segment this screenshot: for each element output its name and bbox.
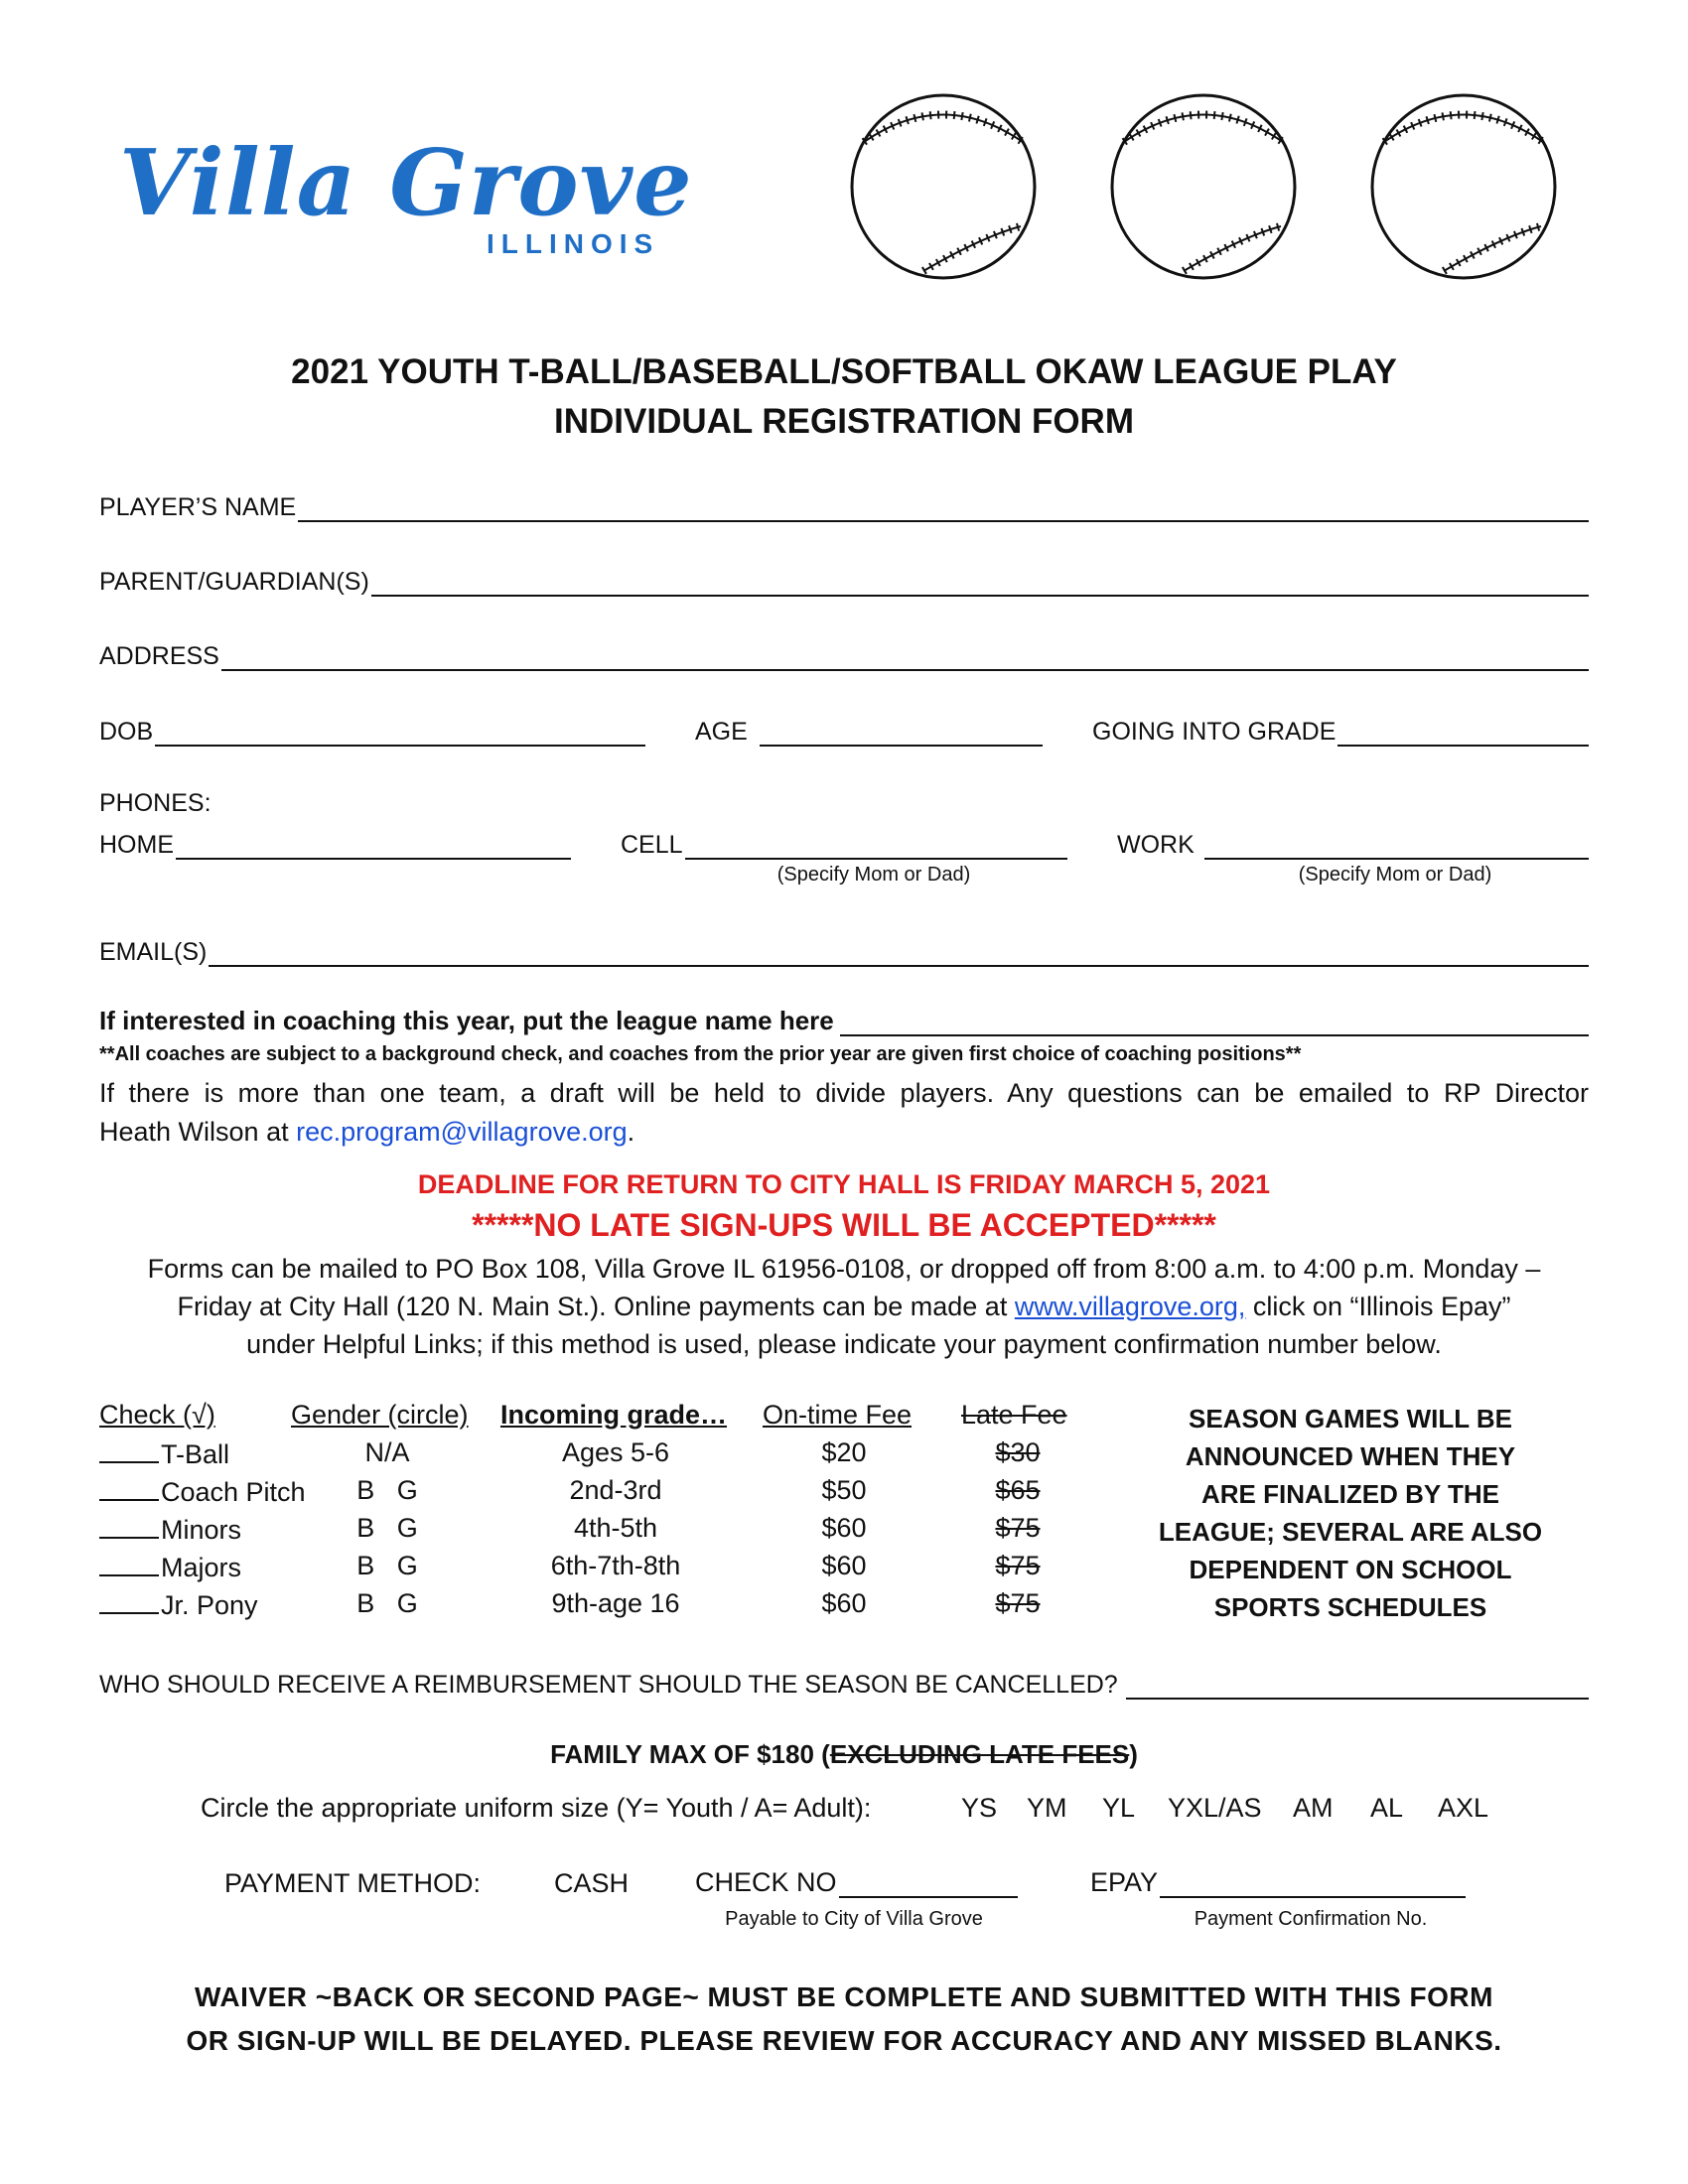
season-note-line: DEPENDENT ON SCHOOL <box>1189 1555 1512 1584</box>
check-blank[interactable] <box>99 1551 159 1576</box>
row-grade: 2nd-3rd <box>569 1475 662 1505</box>
row-check[interactable] <box>99 1551 241 1583</box>
mailing-line-2-post: click on “Illinois Epay” <box>1245 1292 1511 1321</box>
row-late-fee: $65 <box>995 1475 1041 1505</box>
row-grade: 4th-5th <box>573 1513 658 1543</box>
coaching-field[interactable] <box>99 1001 1589 1036</box>
phones-label: PHONES: <box>99 789 211 817</box>
row-name: Coach Pitch <box>161 1477 306 1507</box>
payment-cash[interactable]: CASH <box>554 1868 630 1898</box>
check-number-field[interactable] <box>695 1862 1018 1898</box>
draft-line-2-post: . <box>627 1117 635 1147</box>
payment-label: PAYMENT METHOD: <box>224 1868 482 1898</box>
title-line-2: INDIVIDUAL REGISTRATION FORM <box>554 402 1134 441</box>
logo-script: Villa Grove <box>119 129 693 236</box>
header-late-fee: Late Fee <box>961 1400 1067 1430</box>
cell-line[interactable] <box>685 832 1067 860</box>
row-fee: $60 <box>821 1588 867 1618</box>
season-note-line: SPORTS SCHEDULES <box>1213 1592 1487 1622</box>
villagrove-link[interactable]: www.villagrove.org, <box>1014 1292 1246 1321</box>
dob-field[interactable] <box>99 711 645 747</box>
row-fee: $20 <box>821 1437 867 1467</box>
row-late-fee: $75 <box>995 1513 1041 1543</box>
player-name-field[interactable] <box>99 486 1589 522</box>
dob-label: DOB <box>99 718 154 746</box>
work-label: WORK <box>1117 831 1195 859</box>
header-check: Check (√) <box>99 1400 215 1430</box>
header-grade: Incoming grade… <box>500 1400 728 1430</box>
row-grade: 9th-age 16 <box>551 1588 680 1618</box>
row-late-fee: $30 <box>995 1437 1041 1467</box>
uniform-prompt: Circle the appropriate uniform size (Y= Youth / A= Adult): <box>201 1793 872 1823</box>
check-label: CHECK NO <box>695 1867 837 1897</box>
size-ym[interactable]: YM <box>1027 1793 1067 1823</box>
dob-line[interactable] <box>155 719 645 747</box>
deadline-notice: DEADLINE FOR RETURN TO CITY HALL IS FRIDAY MARCH 5, 2021 <box>417 1169 1271 1199</box>
waiver-line-2: OR SIGN-UP WILL BE DELAYED. PLEASE REVIEW FOR ACCURACY AND ANY MISSED BLANKS. <box>186 2025 1502 2056</box>
address-label: ADDRESS <box>99 642 219 670</box>
address-line[interactable] <box>221 643 1589 671</box>
draft-line-2 <box>99 1113 1589 1152</box>
check-payable-note: Payable to City of Villa Grove <box>725 1908 983 1930</box>
baseball-icon <box>1112 95 1295 278</box>
age-field[interactable] <box>695 711 1043 747</box>
reimbursement-field[interactable] <box>99 1664 1589 1700</box>
grade-label: GOING INTO GRADE <box>1092 718 1336 746</box>
logo <box>119 129 693 268</box>
grade-field[interactable] <box>1092 711 1589 747</box>
row-name: Jr. Pony <box>161 1590 258 1620</box>
parent-field[interactable] <box>99 561 1589 597</box>
cell-label: CELL <box>621 831 683 859</box>
mailing-line-2 <box>60 1288 1628 1325</box>
logo-subtitle: ILLINOIS <box>487 228 660 259</box>
row-check[interactable] <box>99 1588 258 1621</box>
row-late-fee: $75 <box>995 1551 1041 1580</box>
epay-confirmation-note: Payment Confirmation No. <box>1194 1908 1428 1930</box>
season-note-line: ANNOUNCED WHEN THEY <box>1185 1441 1516 1471</box>
row-fee: $60 <box>821 1551 867 1580</box>
row-gender[interactable]: B G <box>356 1513 418 1543</box>
row-grade: Ages 5-6 <box>561 1437 670 1467</box>
home-line[interactable] <box>176 832 571 860</box>
email-label: EMAIL(S) <box>99 938 208 966</box>
draft-text <box>99 1074 1589 1152</box>
family-max-post: ) <box>1129 1739 1138 1769</box>
form-title <box>0 347 1688 447</box>
row-grade: 6th-7th-8th <box>550 1551 681 1580</box>
row-name: Minors <box>161 1515 242 1545</box>
row-check[interactable] <box>99 1513 241 1546</box>
epay-line[interactable] <box>1160 1870 1466 1898</box>
parent-line[interactable] <box>371 569 1589 597</box>
coaching-note: **All coaches are subject to a background check, and coaches from the prior year are given first choice of coaching positions** <box>99 1043 1302 1065</box>
mailing-line-2-pre: Friday at City Hall (120 N. Main St.). Online payments can be made at <box>177 1292 1015 1321</box>
season-note-line: SEASON GAMES WILL BE <box>1189 1404 1512 1433</box>
waiver-line-1: WAIVER ~BACK OR SECOND PAGE~ MUST BE COMPLETE AND SUBMITTED WITH THIS FORM <box>195 1981 1493 2012</box>
mailing-info <box>60 1250 1628 1363</box>
check-line[interactable] <box>839 1870 1018 1898</box>
check-blank[interactable] <box>99 1588 159 1614</box>
home-label: HOME <box>99 831 174 859</box>
reimbursement-line[interactable] <box>1126 1672 1589 1700</box>
baseball-icon <box>852 95 1035 278</box>
work-line[interactable] <box>1204 832 1589 860</box>
mailing-line-1: Forms can be mailed to PO Box 108, Villa Grove IL 61956-0108, or dropped off from 8:00 a.m. to 4:00 p.m. Monday – <box>147 1254 1541 1284</box>
mailing-line-3: under Helpful Links; if this method is used, please indicate your payment confirmation number below. <box>246 1329 1442 1359</box>
size-yl[interactable]: YL <box>1102 1793 1136 1823</box>
no-late-notice: *****NO LATE SIGN-UPS WILL BE ACCEPTED***** <box>472 1207 1216 1243</box>
email-field[interactable] <box>99 931 1589 967</box>
player-name-label: PLAYER’S NAME <box>99 493 297 521</box>
size-am[interactable]: AM <box>1293 1793 1334 1823</box>
director-email-link[interactable]: rec.program@villagrove.org <box>296 1117 628 1147</box>
baseball-icon <box>1372 95 1555 278</box>
age-line[interactable] <box>760 719 1043 747</box>
home-phone-field[interactable] <box>99 824 571 860</box>
size-yxl-as[interactable]: YXL/AS <box>1168 1793 1262 1823</box>
header-fee: On-time Fee <box>763 1400 913 1430</box>
epay-field[interactable] <box>1090 1862 1466 1898</box>
row-check[interactable] <box>99 1475 306 1508</box>
epay-label: EPAY <box>1090 1867 1159 1897</box>
coaching-prompt: If interested in coaching this year, put the league name here <box>99 1006 834 1035</box>
row-name: T-Ball <box>161 1439 230 1469</box>
check-blank[interactable] <box>99 1437 159 1463</box>
player-name-line[interactable] <box>298 494 1589 522</box>
row-late-fee: $75 <box>995 1588 1041 1618</box>
season-note-line: LEAGUE; SEVERAL ARE ALSO <box>1158 1517 1543 1547</box>
row-name: Majors <box>161 1553 242 1582</box>
baseball-icons <box>834 89 1569 298</box>
waiver-notice <box>0 1976 1688 2063</box>
work-phone-field[interactable] <box>1117 824 1589 860</box>
family-max-pre: FAMILY MAX OF $180 ( <box>550 1739 830 1769</box>
size-al[interactable]: AL <box>1370 1793 1404 1823</box>
row-fee: $60 <box>821 1513 867 1543</box>
header-gender: Gender (circle) <box>291 1400 469 1430</box>
coaching-line[interactable] <box>840 1009 1589 1036</box>
cell-specify-note: (Specify Mom or Dad) <box>776 864 971 886</box>
reimbursement-label: WHO SHOULD RECEIVE A REIMBURSEMENT SHOULD THE SEASON BE CANCELLED? <box>99 1671 1118 1699</box>
title-line-1: 2021 YOUTH T-BALL/BASEBALL/SOFTBALL OKAW LEAGUE PLAY <box>291 352 1397 391</box>
draft-line-1: If there is more than one team, a draft will be held to divide players. Any questions can be emailed to RP Director <box>99 1078 1589 1108</box>
row-gender[interactable]: B G <box>356 1588 418 1618</box>
row-gender: N/A <box>364 1437 410 1467</box>
work-specify-note: (Specify Mom or Dad) <box>1298 864 1492 886</box>
cell-phone-field[interactable] <box>621 824 1067 860</box>
grade-line[interactable] <box>1337 719 1589 747</box>
check-blank[interactable] <box>99 1475 159 1501</box>
row-gender[interactable]: B G <box>356 1551 418 1580</box>
season-games-note <box>1142 1400 1559 1626</box>
family-max <box>0 1739 1688 1770</box>
parent-label: PARENT/GUARDIAN(S) <box>99 568 369 596</box>
draft-line-2-pre: Heath Wilson at <box>99 1117 297 1147</box>
family-max-strike: EXCLUDING LATE FEES <box>829 1739 1130 1769</box>
age-label: AGE <box>695 718 748 746</box>
season-note-line: ARE FINALIZED BY THE <box>1201 1479 1499 1509</box>
row-gender[interactable]: B G <box>356 1475 418 1505</box>
row-check[interactable] <box>99 1437 229 1470</box>
check-blank[interactable] <box>99 1513 159 1539</box>
size-axl[interactable]: AXL <box>1438 1793 1489 1823</box>
email-line[interactable] <box>209 939 1589 967</box>
size-ys[interactable]: YS <box>961 1793 998 1823</box>
row-fee: $50 <box>821 1475 867 1505</box>
address-field[interactable] <box>99 635 1589 671</box>
